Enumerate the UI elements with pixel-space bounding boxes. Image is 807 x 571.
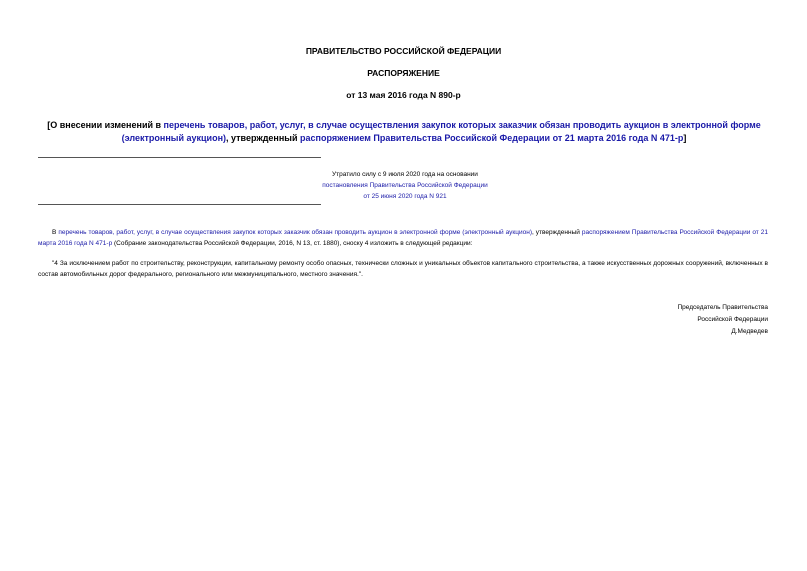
p1-link-list[interactable]: перечень товаров, работ, услуг, в случае осуществления закупок которых заказчик обязан проводить аукцион в электронной форме (электронный аукцион) [58, 229, 532, 236]
title-text-start: [О внесении изменений в [47, 120, 164, 130]
government-heading: ПРАВИТЕЛЬСТВО РОССИЙСКОЙ ФЕДЕРАЦИИ [305, 46, 502, 56]
title-text-mid: , утвержденный [226, 133, 301, 143]
title-link-decree[interactable]: распоряжением Правительства Российской Федерации от 21 марта 2016 года N 471-р [300, 133, 684, 143]
p1-text-mid: , утвержденный [532, 229, 582, 236]
status-note [300, 169, 510, 202]
title-link-list[interactable]: перечень товаров, работ, услуг, в случае осуществления закупок которых заказчик обязан проводить аукцион в электронной форме (электронный аукцион) [121, 120, 761, 143]
status-note-link-resolution[interactable]: постановления Правительства Российской Федерации [322, 182, 488, 189]
signature-position: Председатель Правительства [677, 304, 768, 311]
signature-block [677, 302, 768, 338]
date-number-heading: от 13 мая 2016 года N 890-р [346, 90, 461, 100]
title-text-end: ] [683, 133, 687, 143]
status-note-line1: Утратило силу с 9 июля 2020 года на основании [332, 171, 478, 178]
signature-name: Д.Медведев [731, 328, 768, 335]
body-paragraph-1 [38, 227, 768, 249]
p1-text-end: (Собрание законодательства Российской Федерации, 2016, N 13, ст. 1880), сноску 4 изложить в следующей редакции: [112, 240, 473, 247]
doc-type-heading: РАСПОРЯЖЕНИЕ [367, 68, 440, 78]
divider-top [38, 157, 321, 158]
divider-bottom [38, 204, 321, 205]
p1-link-decree[interactable]: распоряжением Правительства Российской Федерации от 21 марта 2016 года N 471-р [38, 229, 768, 247]
body-paragraph-2: "4 За исключением работ по строительству, реконструкции, капитальному ремонту особо опасных, технически сложных и уникальных объектов капитального строительства, а также искусственных дорожных сооружений, включенных в состав автомобильных дорог федерального, регионального или межмуниципального, местного значения.". [38, 260, 768, 278]
document-title [40, 119, 768, 145]
signature-country: Российской Федерации [697, 316, 768, 323]
p1-text-start: В [52, 229, 59, 236]
status-note-link-date[interactable]: от 25 июня 2020 года N 921 [363, 193, 447, 200]
